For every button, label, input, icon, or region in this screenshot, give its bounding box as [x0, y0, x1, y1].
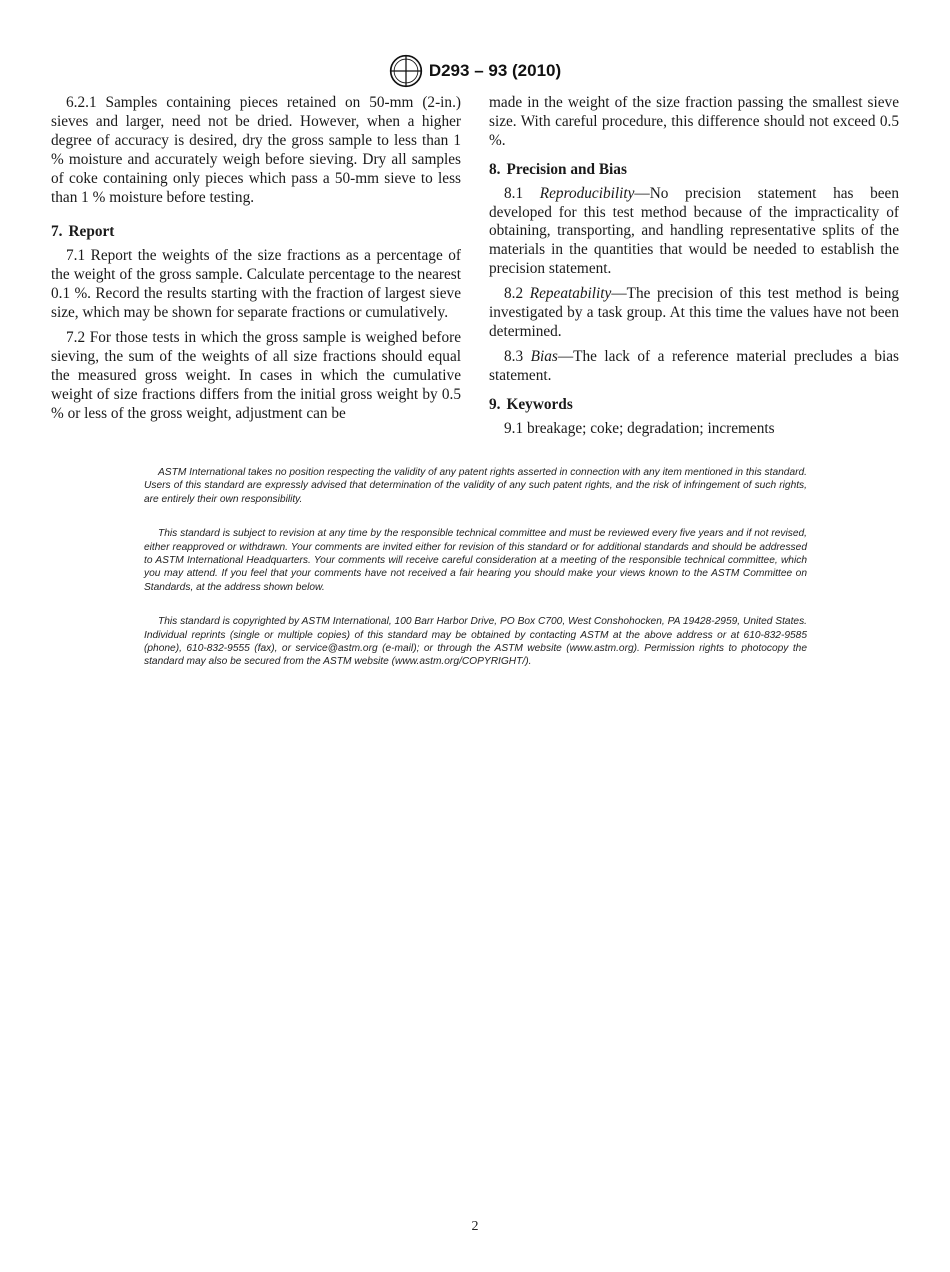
- section-8-heading: [489, 161, 899, 180]
- patent-notice: ASTM International takes no position respecting the validity of any patent rights asserted in connection with any item mentioned in this standard. Users of this standard are expressly advised that determination of the validity of any such patent rights, and the risk of infringement of such rights, are entirely their own responsibility.: [144, 467, 807, 505]
- paragraph-8-2-text: —The precision of this test method is being investigated by a task group. At this time the values have not been determined.: [489, 285, 899, 340]
- paragraph-7-1: 7.1 Report the weights of the size fractions as a percentage of the weight of the gross sample. Calculate percentage to the nearest 0.1 %. Record the results starting with the fraction of largest sieve size, which may be shown for separate fractions or cumulatively.: [51, 247, 461, 322]
- section-7-heading: [51, 223, 461, 242]
- paragraph-8-3-text: —The lack of a reference material precludes a bias statement.: [489, 347, 899, 384]
- section-9-title: Keywords: [506, 395, 573, 413]
- paragraph-8-3-number: 8.3: [504, 347, 524, 365]
- astm-logo-icon: [389, 54, 423, 88]
- paragraph-8-1-text: —No precision statement has been developed for this test method because of the impracticality of obtaining, transporting, and handling representative splits of the materials in the quantities that would be needed to establish the precision statement.: [489, 184, 899, 278]
- paragraph-8-1-term: Reproducibility: [539, 184, 635, 202]
- copyright-notice: This standard is copyrighted by ASTM International, 100 Barr Harbor Drive, PO Box C700, West Conshohocken, PA 19428-2959, United States. Individual reprints (single or multiple copies) of this standard may be obtained by contacting ASTM at the above address or at 610-832-9585 (phone), 610-832-9555 (fax), or service@astm.org (e-mail); or through the ASTM website (www.astm.org). Permission rights to photocopy the standard may also be secured from the ASTM website (www.astm.org/COPYRIGHT/).: [144, 616, 807, 668]
- paragraph-7-2: 7.2 For those tests in which the gross sample is weighed before sieving, the sum of the weights of all size fractions should equal the measured gross weight. In cases in which the cumulative weight of size fractions differs from the initial gross weight by 0.5 % or less of the gross weight, adjustment can be: [51, 328, 461, 422]
- paragraph-8-2-term: Repeatability: [529, 285, 612, 303]
- document-designation: D293 – 93 (2010): [428, 61, 562, 80]
- paragraph-7-2-continued: made in the weight of the size fraction passing the smallest sieve size. With careful procedure, this difference should not exceed 0.5 %.: [489, 94, 899, 149]
- page-header: [0, 54, 950, 88]
- section-8-number: 8.: [489, 160, 501, 178]
- paragraph-8-3: [489, 348, 899, 386]
- paragraph-6-2-1: 6.2.1 Samples containing pieces retained on 50-mm (2-in.) sieves and larger, need not be dried. However, when a higher degree of accuracy is desired, dry the gross sample to less than 1 % moisture and accurately weigh before sieving. Dry all samples of coke containing only pieces which pass a 50-mm sieve to less than 1 % moisture before testing.: [51, 94, 461, 206]
- paragraph-8-2: [489, 285, 899, 342]
- section-9-number: 9.: [489, 395, 501, 413]
- section-8-title: Precision and Bias: [506, 160, 627, 178]
- page-number: 2: [471, 1219, 479, 1234]
- paragraph-8-1: [489, 185, 899, 280]
- section-7-title: Report: [68, 223, 115, 241]
- paragraph-8-2-number: 8.2: [504, 285, 524, 303]
- right-column: [489, 94, 899, 445]
- paragraph-9-1: 9.1 breakage; coke; degradation; increments: [504, 419, 775, 437]
- paragraph-8-3-term: Bias: [530, 347, 558, 365]
- revision-notice: This standard is subject to revision at any time by the responsible technical committee and must be reviewed every five years and if not revised, either reapproved or withdrawn. Your comments are invited either for revision of this standard or for additional standards and should be addressed to ASTM International Headquarters. Your comments will receive careful consideration at a meeting of the responsible technical committee, which you may attend. If you feel that your comments have not received a fair hearing you should make your views known to the ASTM Committee on Standards, at the address shown below.: [144, 528, 807, 593]
- section-7-number: 7.: [51, 223, 63, 241]
- copyright-notices: [144, 466, 807, 690]
- section-9-heading: [489, 396, 899, 415]
- left-column: [51, 94, 461, 430]
- paragraph-8-1-number: 8.1: [504, 184, 524, 202]
